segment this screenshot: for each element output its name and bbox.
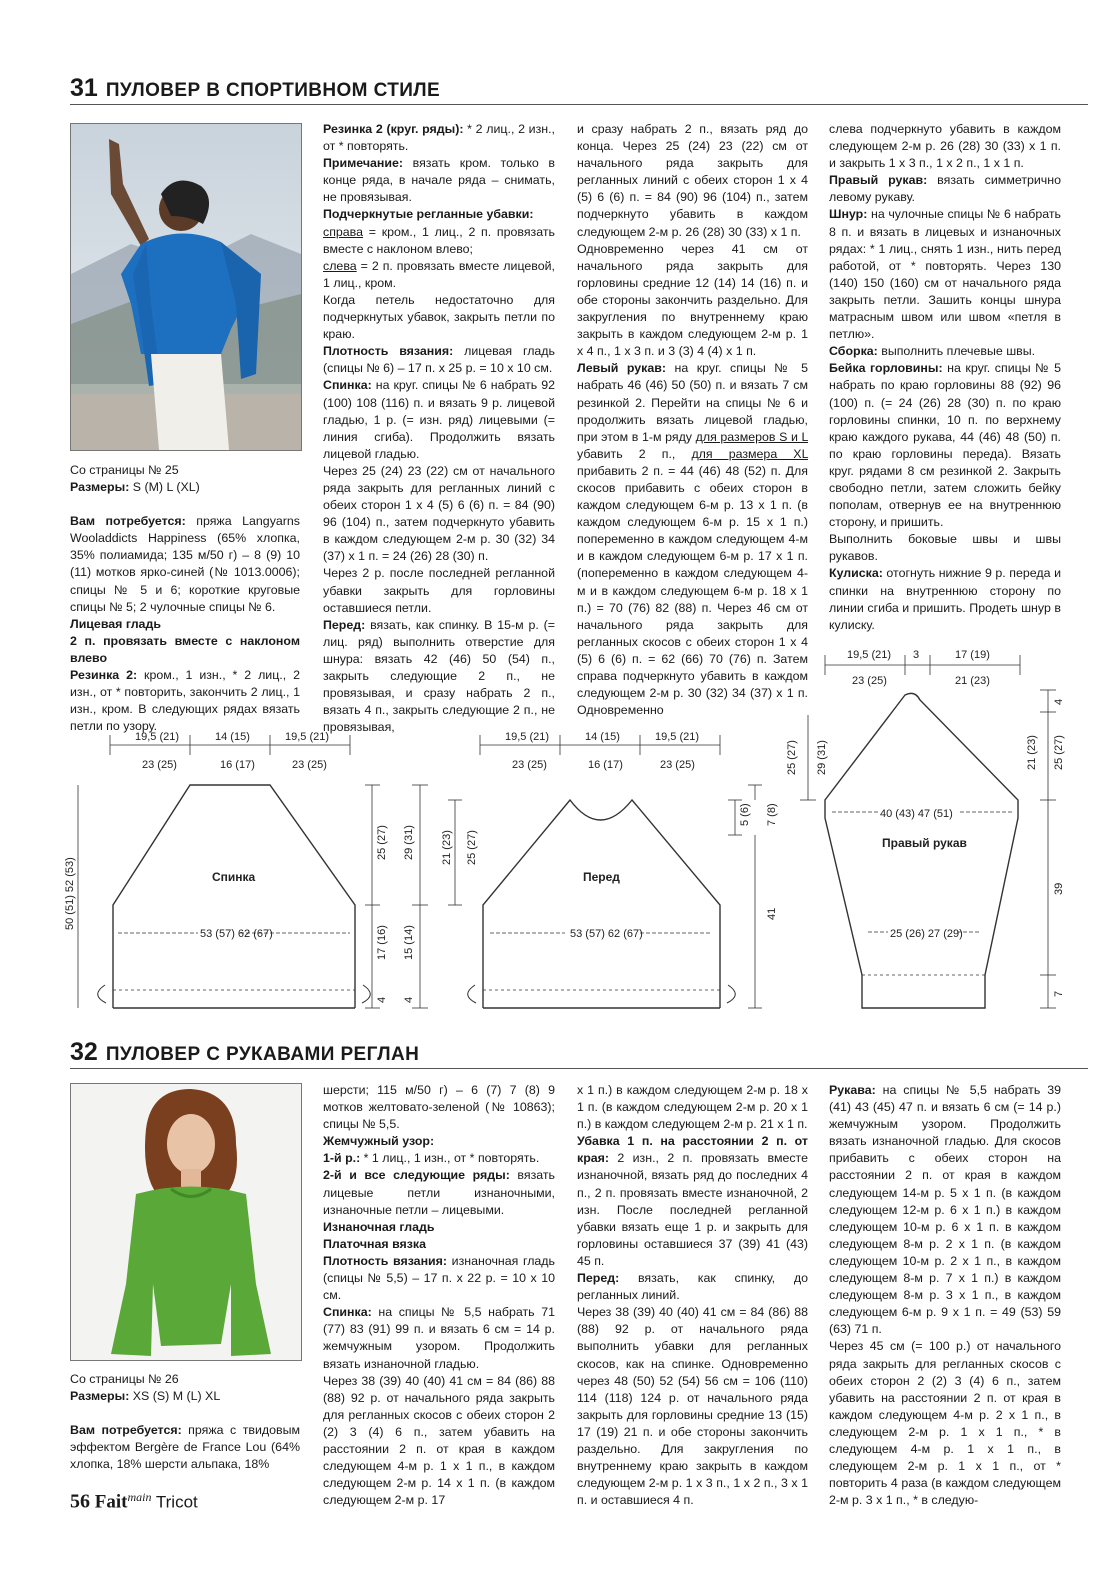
dim-label: 25 (27) [786, 740, 798, 775]
dim-label: 19,5 (21) [847, 649, 892, 661]
p32-col4 [829, 1082, 1061, 1509]
dim-label: 39 [1053, 882, 1065, 895]
note-text: вязать кром. только в конце ряда, в начале ряда – снимать, не провязывая. [323, 156, 555, 205]
dim-label: 16 (17) [588, 759, 623, 771]
rib-round-text: * 2 лиц., 2 изн., от * повторять. [323, 122, 555, 154]
dim-label: 17 (16) [376, 925, 388, 960]
piece-title-back: Спинка [212, 870, 256, 884]
dim-label: 4 [1053, 698, 1065, 705]
dim-label: 7 [1053, 990, 1065, 997]
magazine-brand: Fait [94, 1491, 128, 1513]
page-number: 56 [70, 1490, 90, 1513]
casing-label: Кулиска: [829, 566, 883, 581]
dim-label: 41 [766, 907, 778, 920]
front-label: Перед: [577, 1271, 620, 1286]
back-text-2: Через 25 (24) 23 (22) см от начального ряда закрыть для регланных линий с обеих сторон 1 х 4 (5) 6 (6) п. = 84 (90) 96 (104) п., затем подчеркнуто убавить в каждом следующем 2-м р. 30 (32) 34 (37) х 1 п. = 24 (26) 28 (30) п. [323, 463, 555, 564]
sleeves-text: на спицы № 5,5 набрать 39 (41) 43 (45) 47 п. и вязать 6 см (= 14 р.) жемчужным узором. Продолжить вязать изнаночной гладью. Для скосов прибавить с обеих сторон на расстоянии 2 п. от края в каждом следующем 14-м р. 5 х 1 п. (в каждом следующем 12-м р. 6 х 1 п.) в каждом следующем 10-м р. 6 х 1 п. в каждом следующем 8-м р. 2 х 1 п. (в каждом следующем 10-м р. 2 х 1 п., в каждом следующем 8-м р. 7 х 1 п.) в каждом следующем 8-м р. 3 х 1 п., в каждом следующем 6-м р. 9 х 1 п. = 49 (53) 59 (63) 71 п. [829, 1083, 1061, 1337]
dim-label: 23 (25) [292, 759, 327, 771]
materials-label: Вам потребуется: [70, 1423, 182, 1438]
dim-label: 21 (23) [1026, 735, 1038, 770]
dim-label: 25 (26) 27 (29) [890, 928, 963, 940]
stitch-heading: Лицевая гладь [70, 616, 161, 631]
seams-text: Выполнить боковые швы и швы рукавов. [829, 532, 1061, 564]
cord-label: Шнур: [829, 207, 868, 222]
right-sleeve-label: Правый рукав: [829, 173, 928, 188]
left-sleeve-text: убавить 2 п., [577, 446, 692, 461]
row1-label: 1-й р.: [323, 1151, 361, 1166]
dim-label: 7 (8) [766, 803, 778, 826]
gauge-label: Плотность вязания: [323, 1253, 448, 1268]
dim-label: 53 (57) 62 (67) [570, 928, 643, 940]
dim-label: 53 (57) 62 (67) [200, 928, 273, 940]
decrease-text: 2 изн., 2 п. провязать вместе изнаночной, вязать ряд до последних 4 п., 2 п. провязать вместе изнаночной, 2 изн. После последней регланной убавки вязать еще 1 р. и закрыть для горловины оставшиеся 37 (39) 41 (43) 45 п. [577, 1151, 808, 1268]
few-stitches-text: Когда петель недостаточно для подчеркнутых убавок, закрыть петли по краю. [323, 292, 555, 342]
dim-label: 14 (15) [215, 731, 250, 743]
sizes-label: Размеры: [70, 1389, 130, 1404]
sleeves-label: Рукава: [829, 1083, 876, 1097]
cord-text: на чулочные спицы № 6 набрать 8 п. и вязать в лицевых и изнаночных рядах: * 1 лиц., снять 1 изн., нить перед работой, от * повторять. Через 130 (140) 150 (160) см от начального ряда закрыть петли. Зашить концы шнура матрасным швом или швом «петля в петлю». [829, 207, 1061, 342]
back-text: на спицы № 5,5 набрать 71 (77) 83 (91) 99 п. и вязать 6 см = 14 р. жемчужным узором. Продолжить вязать изнаночной гладью. [323, 1305, 555, 1371]
raglan-heading: Подчеркнутые регланные убавки: [323, 207, 534, 222]
rib-round-label: Резинка 2 (круг. ряды): [323, 122, 464, 136]
dim-label: 29 (31) [403, 825, 415, 860]
dim-label: 25 (27) [466, 830, 478, 865]
note-label: Примечание: [323, 156, 404, 171]
model-photo-green-sweater [70, 1083, 302, 1361]
materials-text: пряжа с твидовым эффектом Bergère de France Lou (64% хлопка, 18% шерсти альпака, 18% [70, 1423, 301, 1472]
left-text: = 2 п. провязать вместе лицевой, 1 лиц., кром. [323, 258, 555, 290]
dim-label: 50 (51) 52 (53) [64, 857, 76, 930]
left-sleeve-text: на круг. спицы № 5 набрать 46 (46) 50 (50) п. и вязать 7 см резинкой 2. Перейти на спицы № 6 и продолжить вязать лицевой гладью, при этом в 1-м ряду [577, 361, 808, 444]
source-page: Со страницы № 26 [70, 1372, 179, 1386]
sizes-label: Размеры: [70, 480, 130, 495]
materials-label: Вам потребуется: [70, 514, 186, 529]
row2-text: вязать лицевые петли изнаночными, изнаночные петли – лицевыми. [323, 1168, 555, 1217]
dim-label: 19,5 (21) [135, 731, 180, 743]
p31-col4 [829, 121, 1061, 634]
materials-text: пряжа Langyarns Wooladdicts Happiness (65% хлопка, 35% полиамида; 135 м/50 г) – 8 (9) 10 (11) мотков ярко-синей (№ 1013.0006); спицы № 5 и 6; короткие круговые спицы № 5; 2 чулочные спицы № 6. [70, 514, 300, 614]
pattern-31-header [70, 74, 1088, 105]
row1-text: * 1 лиц., 1 изн., от * повторять. [360, 1151, 540, 1166]
sizes-value: XS (S) M (L) XL [129, 1389, 221, 1404]
dim-label: 23 (25) [142, 759, 177, 771]
dim-label: 21 (23) [955, 675, 990, 687]
gauge-text: изнаночная гладь (спицы № 5,5) – 17 п. х 22 р. = 10 х 10 см. [323, 1253, 555, 1303]
piece-title-sleeve: Правый рукав [882, 836, 967, 850]
back-label: Спинка: [323, 378, 372, 393]
left-sleeve-label: Левый рукав: [577, 361, 667, 376]
dim-label: 23 (25) [512, 759, 547, 771]
front-label: Перед: [323, 617, 366, 632]
back-text-3: Через 2 р. после последней регланной убавки закрыть для горловины оставшиеся петли. [323, 566, 555, 615]
left-sleeve-text: прибавить 2 п. = 44 (46) 48 (52) п. Для скосов прибавить с обеих сторон в каждом следующем 6-м р. 13 х 1 п. (в каждом следующем 6-м р. 15 х 1 п.) попеременно в каждом следующем 4-м и в каждом следующем 6-м р. 17 х 1 п. (попеременно в каждом следующем 4-м и в каждом следующем 6-м р. 18 х 1 п.) = 70 (76) 82 (88) п. Через 46 см от начального ряда закрыть для регланных скосов с обеих сторон 1 х 4 (5) 6 (6) п. = 62 (66) 70 (76) п. Затем справа подчеркнуто убавить в каждом следующем 2-м р. 30 (32) 34 (37) х 1 п. Одновременно [577, 463, 808, 718]
sleeve-text-cont: слева подчеркнуто убавить в каждом следующем 2-м р. 26 (28) 30 (33) х 1 п. и закрыть 1 х 3 п., 1 х 2 п., 1 х 1 п. [829, 122, 1061, 171]
front-text-2: Через 38 (39) 40 (40) 41 см = 84 (86) 88 (88) 92 р. от начального ряда выполнить убавки для регланных скосов, как на спинке. Одновременно через 48 (50) 52 (54) 56 см = 106 (110) 114 (118) 124 р. от начального ряда закрыть для горловины средние 13 (15) 17 (19) 21 п. и обе стороны закончить раздельно. Для закругления по внутреннему краю закрыть в каждом следующем 2-м р. 1 х 3 п., 1 х 2 п., 3 х 1 п. и оставшиеся 4 п. [577, 1305, 808, 1508]
magazine-brand-tricot: Tricot [155, 1492, 198, 1512]
dim-label: 17 (19) [955, 649, 990, 661]
dim-label: 19,5 (21) [285, 731, 330, 743]
p32-col1 [70, 1371, 300, 1473]
dim-label: 40 (43) 47 (51) [880, 808, 953, 820]
back-text-cont: х 1 п.) в каждом следующем 2-м р. 18 х 1 п. (в каждом следующем 2-м р. 20 х 1 п.) в каждом следующем 2-м р. 21 х 1 п. [577, 1083, 808, 1132]
dim-label: 16 (17) [220, 759, 255, 771]
back-text-2: Через 38 (39) 40 (40) 41 см = 84 (86) 88 (88) 92 р. от начального ряда закрыть для регланных скосов с обеих сторон 2 (2) 3 (4) 6 п., затем убавить на расстоянии 2 п. от края в каждом следующем 4-м р. 1 х 1 п., в каждом следующем 2-м р. 14 х 1 п. (в каждом следующем 2-м р. 17 [323, 1373, 555, 1508]
pearl-heading: Жемчужный узор: [323, 1134, 435, 1149]
dim-label: 19,5 (21) [505, 731, 550, 743]
size-note: для размеров S и L [695, 429, 808, 444]
dim-label: 4 [376, 996, 388, 1003]
magazine-brand-main: main [127, 1490, 152, 1504]
stitch-heading: Изнаночная гладь [323, 1219, 435, 1234]
gauge-label: Плотность вязания: [323, 344, 454, 359]
assembly-label: Сборка: [829, 344, 878, 359]
stitch-heading: 2 п. провязать вместе с наклоном влево [70, 633, 300, 665]
source-page: Со страницы № 25 [70, 463, 179, 477]
stitch-heading: Платочная вязка [323, 1236, 427, 1251]
pattern-number: 32 [70, 1038, 98, 1066]
materials-text-cont: шерсти; 115 м/50 г) – 6 (7) 7 (8) 9 мотков желтовато-зеленой (№ 10863); спицы № 5,5. [323, 1083, 555, 1132]
model-photo-blue-sweater [70, 123, 302, 451]
pattern-title: ПУЛОВЕР С РУКАВАМИ РЕГЛАН [105, 1044, 420, 1065]
dim-label: 4 [403, 996, 415, 1003]
dim-label: 14 (15) [585, 731, 620, 743]
dim-label: 19,5 (21) [655, 731, 700, 743]
front-text: вязать, как спинку. В 15-м р. (= лиц. ряд) выполнить отверстие для шнура: вязать 42 (46) 50 (54) п., закрыть следующие 2 п., не провязывая, и сразу набрать 2 п., вязать 4 п., закрыть следующие 2 п., не провязывая, [323, 617, 555, 735]
back-text: на круг. спицы № 6 набрать 92 (100) 108 (116) п. и вязать 9 р. лицевой гладью, 1 р. (= изн. ряд) лицевыми (= линия сгиба). Продолжить вязать лицевой гладью. [323, 378, 555, 461]
casing-text: отогнуть нижние 9 р. переда и спинки на внутреннюю сторону по линии сгиба и пришить. Продеть шнур в кулиску. [829, 566, 1061, 632]
neckband-label: Бейка горловины: [829, 361, 943, 376]
dim-label: 23 (25) [852, 675, 887, 687]
front-text: вязать, как спинку, до регланных линий. [577, 1271, 808, 1303]
size-note: для размера XL [691, 446, 808, 461]
dim-label: 25 (27) [376, 825, 388, 860]
right-sleeve-text: вязать симметрично левому рукаву. [829, 173, 1061, 205]
pattern-number: 31 [70, 74, 98, 102]
dim-label: 23 (25) [660, 759, 695, 771]
dim-label: 21 (23) [441, 830, 453, 865]
right-label: справа [323, 224, 364, 239]
left-label: слева [323, 258, 357, 273]
dim-label: 5 (6) [739, 803, 751, 826]
p31-col3 [577, 121, 808, 719]
dim-label: 29 (31) [816, 740, 828, 775]
neckband-text: на круг. спицы № 5 набрать по краю горловины 88 (92) 96 (100) п. (= 24 (26) 28 (30) п. по краю горловины спинки, 10 п. по верхнему краю каждого рукава, 44 (46) 48 (50) п. по краю горловины переда). Вязать круг. рядами 8 см резинкой 2. Закрыть свободно петли, затем сложить бейку пополам, отвернув ее на внутреннюю сторону, и пришить. [829, 361, 1061, 530]
p32-col2 [323, 1082, 555, 1509]
pattern-32-header [70, 1038, 1088, 1069]
schematics [0, 640, 1111, 1020]
dim-label: 25 (27) [1053, 735, 1065, 770]
rib-text: кром., 1 изн., * 2 лиц., 2 изн., от * повторить, закончить 2 лиц., 1 изн., кром. В следующих рядах вязать петли по узору. [70, 668, 300, 734]
neck-shaping-text: Одновременно через 41 см от начального ряда закрыть для горловины средние 12 (14) 14 (16) п. и обе стороны закончить раздельно. Для закругления по внутреннему краю закрыть в каждом следующем 2-м р. 1 х 4 п., 1 х 3 п. и 3 (3) 4 (4) х 1 п. [577, 241, 808, 359]
back-label: Спинка: [323, 1305, 372, 1320]
page-footer [70, 1490, 198, 1514]
gauge-text: лицевая гладь (спицы № 6) – 17 п. х 25 р. = 10 х 10 см. [323, 344, 555, 376]
rib-label: Резинка 2: [70, 668, 138, 683]
dim-label: 15 (14) [403, 925, 415, 960]
row2-label: 2-й и все следующие ряды: [323, 1168, 510, 1183]
right-text: = кром., 1 лиц., 2 п. провязать вместе с наклоном влево; [323, 224, 555, 256]
sleeves-text-2: Через 45 см (= 100 р.) от начального ряда закрыть для регланных скосов с обеих сторон 2 (2) 3 (4) 6 п., затем убавить на расстоянии 2 п. от края в каждом следующем 4-м р. 2 х 1 п., в следующем 2-м р. 1 х 1 п., * в следующем 4-м р. 1 х 1 п., в следующем 2-м р. 1 х 1 п., от * повторить 4 раза (в каждом следующем 2-м р. 3 х 1 п., * в следую- [829, 1339, 1061, 1508]
sizes-value: S (M) L (XL) [129, 480, 200, 495]
front-text-cont: и сразу набрать 2 п., вязать ряд до конца. Через 25 (24) 23 (22) см от начального ряда закрыть для регланных линий с обеих сторон 1 х 4 (5) 6 (6) п. = 84 (90) 96 (104) п., затем подчеркнуто убавить в каждом следующем 2-м р. 26 (28) 30 (33) х 1 п. [577, 122, 808, 239]
assembly-text: выполнить плечевые швы. [877, 344, 1036, 359]
dim-label: 3 [913, 649, 920, 661]
piece-title-front: Перед [583, 870, 620, 884]
p32-col3 [577, 1082, 808, 1509]
pattern-title: ПУЛОВЕР В СПОРТИВНОМ СТИЛЕ [105, 80, 441, 101]
decrease-heading: Убавка 1 п. на расстоянии 2 п. от края: [577, 1134, 808, 1166]
